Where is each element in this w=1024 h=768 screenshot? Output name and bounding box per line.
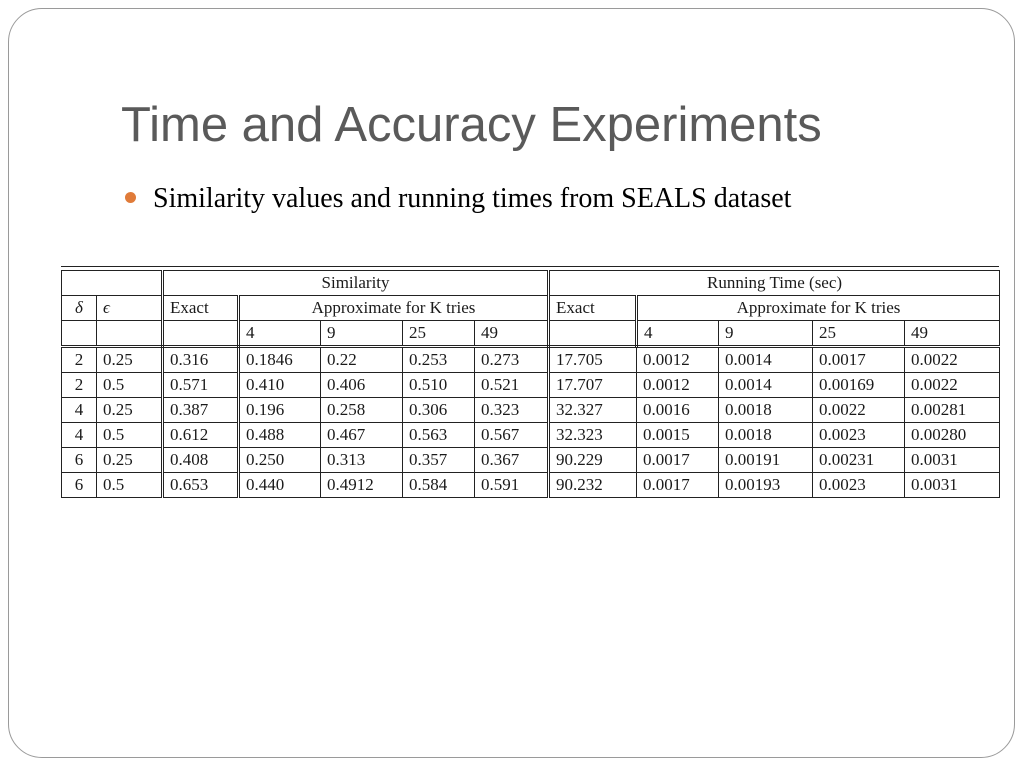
similarity-k25-cell: 0.306 — [403, 398, 475, 423]
slide-title: Time and Accuracy Experiments — [121, 98, 822, 152]
similarity-k25-cell: 0.253 — [403, 347, 475, 373]
time-k4-cell: 0.0012 — [637, 347, 719, 373]
similarity-k49-cell: 0.367 — [475, 448, 549, 473]
blank-cell — [549, 321, 637, 347]
time-k25-cell: 0.0023 — [813, 473, 905, 498]
similarity-exact-cell: 0.408 — [163, 448, 239, 473]
similarity-k9-cell: 0.22 — [321, 347, 403, 373]
similarity-group-header: Similarity — [163, 271, 549, 296]
time-k4-cell: 0.0017 — [637, 473, 719, 498]
similarity-k9-cell: 0.313 — [321, 448, 403, 473]
similarity-k4-cell: 0.250 — [239, 448, 321, 473]
epsilon-cell: 0.5 — [97, 473, 163, 498]
similarity-k4-cell: 0.196 — [239, 398, 321, 423]
time-k25-cell: 0.0017 — [813, 347, 905, 373]
time-exact-cell: 90.232 — [549, 473, 637, 498]
table-row — [62, 373, 1000, 398]
time-k25-cell: 0.00231 — [813, 448, 905, 473]
epsilon-cell: 0.5 — [97, 423, 163, 448]
table-top-rule — [61, 266, 999, 267]
k-value-cell: 4 — [239, 321, 321, 347]
similarity-approx-header: Approximate for K tries — [239, 296, 549, 321]
delta-cell: 4 — [62, 398, 97, 423]
k-value-cell: 49 — [475, 321, 549, 347]
similarity-exact-cell: 0.387 — [163, 398, 239, 423]
delta-cell: 2 — [62, 347, 97, 373]
time-k9-cell: 0.0014 — [719, 347, 813, 373]
time-exact-cell: 17.707 — [549, 373, 637, 398]
similarity-exact-cell: 0.653 — [163, 473, 239, 498]
running-time-group-header: Running Time (sec) — [549, 271, 1000, 296]
time-k49-cell: 0.0031 — [905, 448, 1000, 473]
bullet-text: Similarity values and running times from SEALS dataset — [153, 183, 792, 214]
similarity-k4-cell: 0.440 — [239, 473, 321, 498]
similarity-k25-cell: 0.563 — [403, 423, 475, 448]
time-k25-cell: 0.00169 — [813, 373, 905, 398]
time-k9-cell: 0.00191 — [719, 448, 813, 473]
k-value-cell: 25 — [813, 321, 905, 347]
results-table-container — [61, 266, 999, 498]
time-exact-cell: 32.327 — [549, 398, 637, 423]
blank-cell — [163, 321, 239, 347]
time-k49-cell: 0.0031 — [905, 473, 1000, 498]
table-row — [62, 398, 1000, 423]
time-k4-cell: 0.0015 — [637, 423, 719, 448]
time-k49-cell: 0.00281 — [905, 398, 1000, 423]
epsilon-cell: 0.25 — [97, 347, 163, 373]
time-k4-cell: 0.0016 — [637, 398, 719, 423]
time-k25-cell: 0.0023 — [813, 423, 905, 448]
k-value-cell: 25 — [403, 321, 475, 347]
epsilon-cell: 0.5 — [97, 373, 163, 398]
time-k25-cell: 0.0022 — [813, 398, 905, 423]
delta-cell: 6 — [62, 448, 97, 473]
similarity-exact-cell: 0.316 — [163, 347, 239, 373]
delta-cell: 2 — [62, 373, 97, 398]
epsilon-cell: 0.25 — [97, 398, 163, 423]
k-values-row — [62, 321, 1000, 347]
similarity-k49-cell: 0.567 — [475, 423, 549, 448]
time-approx-header: Approximate for K tries — [637, 296, 1000, 321]
similarity-exact-cell: 0.612 — [163, 423, 239, 448]
similarity-exact-header: Exact — [163, 296, 239, 321]
epsilon-header: ϵ — [97, 296, 163, 321]
time-k49-cell: 0.00280 — [905, 423, 1000, 448]
time-k9-cell: 0.0018 — [719, 398, 813, 423]
time-k49-cell: 0.0022 — [905, 347, 1000, 373]
k-value-cell: 49 — [905, 321, 1000, 347]
similarity-k25-cell: 0.510 — [403, 373, 475, 398]
epsilon-cell: 0.25 — [97, 448, 163, 473]
time-k49-cell: 0.0022 — [905, 373, 1000, 398]
time-exact-cell: 32.323 — [549, 423, 637, 448]
time-exact-cell: 17.705 — [549, 347, 637, 373]
delta-cell: 4 — [62, 423, 97, 448]
group-header-row — [62, 271, 1000, 296]
time-exact-cell: 90.229 — [549, 448, 637, 473]
similarity-k49-cell: 0.521 — [475, 373, 549, 398]
similarity-k9-cell: 0.4912 — [321, 473, 403, 498]
similarity-k49-cell: 0.323 — [475, 398, 549, 423]
similarity-k4-cell: 0.410 — [239, 373, 321, 398]
time-k4-cell: 0.0017 — [637, 448, 719, 473]
column-header-row — [62, 296, 1000, 321]
bullet-dot-icon — [125, 192, 136, 203]
delta-header: δ — [62, 296, 97, 321]
time-k9-cell: 0.0018 — [719, 423, 813, 448]
time-exact-header: Exact — [549, 296, 637, 321]
delta-cell: 6 — [62, 473, 97, 498]
similarity-k4-cell: 0.488 — [239, 423, 321, 448]
blank-header-cell — [62, 271, 163, 296]
k-value-cell: 9 — [719, 321, 813, 347]
similarity-k25-cell: 0.357 — [403, 448, 475, 473]
similarity-k25-cell: 0.584 — [403, 473, 475, 498]
similarity-k9-cell: 0.467 — [321, 423, 403, 448]
similarity-k9-cell: 0.406 — [321, 373, 403, 398]
table-row — [62, 347, 1000, 373]
k-value-cell: 4 — [637, 321, 719, 347]
k-value-cell: 9 — [321, 321, 403, 347]
blank-cell — [62, 321, 97, 347]
table-row — [62, 448, 1000, 473]
similarity-exact-cell: 0.571 — [163, 373, 239, 398]
results-table — [61, 270, 1000, 498]
time-k9-cell: 0.00193 — [719, 473, 813, 498]
blank-cell — [97, 321, 163, 347]
similarity-k9-cell: 0.258 — [321, 398, 403, 423]
table-row — [62, 423, 1000, 448]
similarity-k49-cell: 0.591 — [475, 473, 549, 498]
time-k4-cell: 0.0012 — [637, 373, 719, 398]
time-k9-cell: 0.0014 — [719, 373, 813, 398]
similarity-k4-cell: 0.1846 — [239, 347, 321, 373]
table-row — [62, 473, 1000, 498]
similarity-k49-cell: 0.273 — [475, 347, 549, 373]
